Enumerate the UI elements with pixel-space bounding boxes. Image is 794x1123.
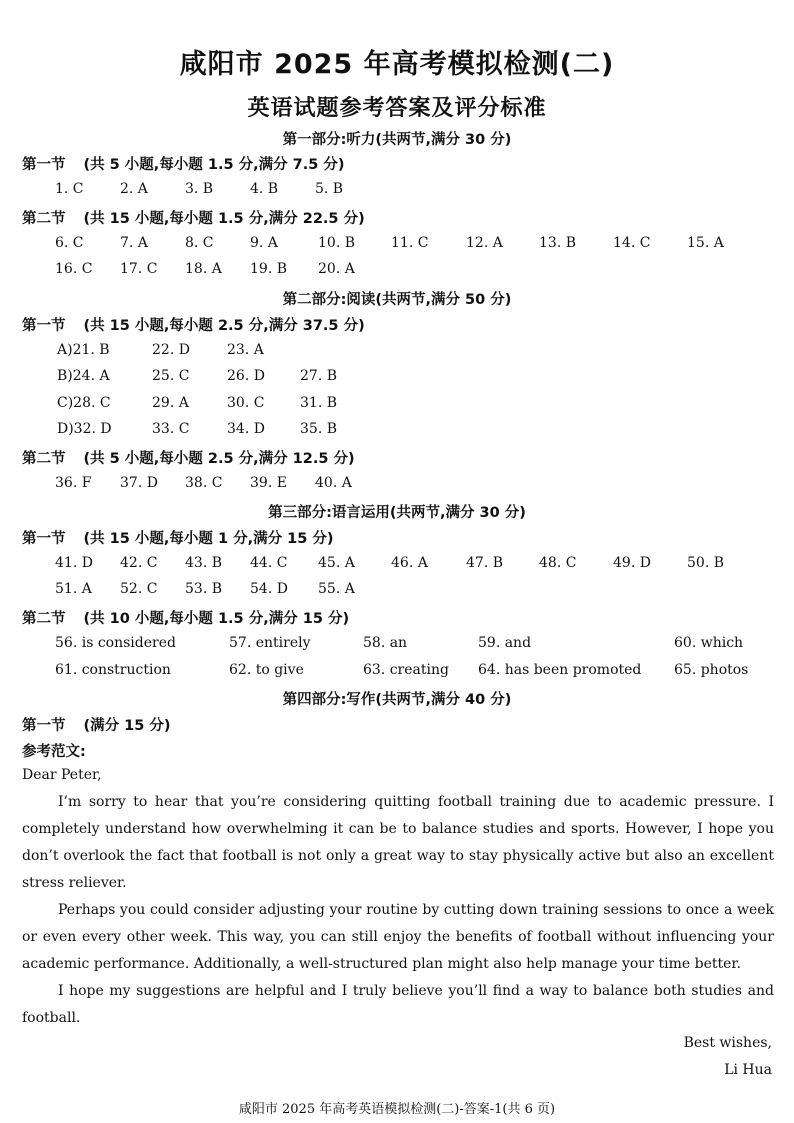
section-desc: (共 15 小题,每小题 2.5 分,满分 37.5 分): [83, 318, 365, 334]
answer-item: 9. A: [250, 235, 278, 251]
answer-row: [0, 181, 794, 201]
sample-essay-label: 参考范文:: [22, 744, 86, 760]
answer-item: 51. A: [55, 581, 92, 597]
answer-item: 56. is considered: [55, 635, 176, 651]
answer-item: 65. photos: [674, 662, 749, 678]
letter-paragraph: I hope my suggestions are helpful and I truly believe you’ll find a way to balance both studies and football.: [22, 983, 774, 1026]
answer-item: 10. B: [318, 235, 356, 251]
answer-item: 5. B: [315, 181, 344, 197]
answer-row: [0, 261, 794, 281]
answer-item: 46. A: [391, 555, 428, 571]
part-heading-reading: 第二部分:阅读(共两节,满分 50 分): [282, 292, 512, 308]
section-label: 第一节: [22, 157, 66, 173]
answer-row: [0, 368, 794, 388]
answer-item: 29. A: [152, 395, 189, 411]
part-heading-listening: 第一部分:听力(共两节,满分 30 分): [282, 132, 512, 148]
answer-item: 8. C: [185, 235, 214, 251]
answer-item: 12. A: [466, 235, 503, 251]
section-label: 第二节: [22, 451, 66, 467]
document-title: 咸阳市 2025 年高考模拟检测(二): [179, 49, 615, 80]
letter-paragraph: I’m sorry to hear that you’re considering quitting football training due to academic pressure. I completely understand how overwhelming it can be to balance studies and sports. However, I hope you don’t overlook the fact that football is not only a great way to stay physically active but also an excellent stress reliever.: [22, 794, 774, 891]
answer-item: 35. B: [300, 421, 338, 437]
answer-item: 33. C: [152, 421, 190, 437]
answer-item: 27. B: [300, 368, 338, 384]
section-heading: [22, 314, 365, 335]
answer-item: 11. C: [391, 235, 429, 251]
answer-item: 22. D: [152, 342, 190, 358]
letter-greeting: Dear Peter,: [22, 767, 102, 783]
answer-item: 19. B: [250, 261, 288, 277]
answer-item: 57. entirely: [229, 635, 311, 651]
document-subtitle: 英语试题参考答案及评分标准: [247, 96, 547, 121]
answer-item: 62. to give: [229, 662, 304, 678]
answer-item: 58. an: [363, 635, 408, 651]
answer-item: 23. A: [227, 342, 264, 358]
answer-item: 50. B: [687, 555, 725, 571]
answer-item: 42. C: [120, 555, 158, 571]
answer-item: 1. C: [55, 181, 84, 197]
section-label: 第一节: [22, 318, 66, 334]
section-desc: (共 15 小题,每小题 1.5 分,满分 22.5 分): [83, 211, 365, 227]
answer-item: 47. B: [466, 555, 504, 571]
answer-item: 31. B: [300, 395, 338, 411]
letter-signature: Li Hua: [724, 1062, 772, 1078]
answer-item: 40. A: [315, 475, 352, 491]
section-label: 第二节: [22, 211, 66, 227]
section-heading: [22, 447, 355, 468]
answer-item: 61. construction: [55, 662, 171, 678]
answer-item: 13. B: [539, 235, 577, 251]
answer-item: 39. E: [250, 475, 287, 491]
answer-item: 63. creating: [363, 662, 449, 678]
answer-item: 37. D: [120, 475, 158, 491]
answer-row: [0, 395, 794, 415]
section-label: 第一节: [22, 718, 66, 734]
answer-item: 4. B: [250, 181, 279, 197]
answer-item: 36. F: [55, 475, 92, 491]
answer-item: 34. D: [227, 421, 265, 437]
answer-row: [0, 635, 794, 655]
answer-item: 25. C: [152, 368, 190, 384]
section-label: 第二节: [22, 611, 66, 627]
answer-item: 48. C: [539, 555, 577, 571]
answer-item: 6. C: [55, 235, 84, 251]
answer-item: 18. A: [185, 261, 222, 277]
answer-row: [0, 235, 794, 255]
answer-item: 54. D: [250, 581, 288, 597]
answer-item: 59. and: [478, 635, 532, 651]
answer-item: 49. D: [613, 555, 651, 571]
answer-item: 17. C: [120, 261, 158, 277]
section-desc: (共 10 小题,每小题 1.5 分,满分 15 分): [83, 611, 350, 627]
answer-item: 3. B: [185, 181, 214, 197]
answer-item: 44. C: [250, 555, 288, 571]
page-footer: 咸阳市 2025 年高考英语模拟检测(二)-答案-1(共 6 页): [238, 1102, 556, 1117]
part-heading-writing: 第四部分:写作(共两节,满分 40 分): [282, 692, 512, 708]
answer-item: C)28. C: [57, 395, 111, 411]
answer-item: 64. has been promoted: [478, 662, 642, 678]
answer-item: A)21. B: [57, 342, 110, 358]
section-desc: (满分 15 分): [83, 718, 171, 734]
answer-item: B)24. A: [57, 368, 110, 384]
answer-item: 43. B: [185, 555, 223, 571]
section-heading: [22, 153, 345, 174]
answer-item: D)32. D: [57, 421, 112, 437]
answer-item: 2. A: [120, 181, 148, 197]
answer-item: 52. C: [120, 581, 158, 597]
section-heading: [22, 714, 171, 735]
answer-item: 16. C: [55, 261, 93, 277]
answer-row: [0, 581, 794, 601]
answer-item: 45. A: [318, 555, 355, 571]
section-heading: [22, 527, 334, 548]
section-desc: (共 15 小题,每小题 1 分,满分 15 分): [83, 531, 334, 547]
answer-item: 30. C: [227, 395, 265, 411]
answer-item: 20. A: [318, 261, 355, 277]
answer-item: 53. B: [185, 581, 223, 597]
answer-item: 60. which: [674, 635, 744, 651]
section-desc: (共 5 小题,每小题 2.5 分,满分 12.5 分): [83, 451, 355, 467]
answer-item: 15. A: [687, 235, 724, 251]
section-desc: (共 5 小题,每小题 1.5 分,满分 7.5 分): [83, 157, 345, 173]
part-heading-language-use: 第三部分:语言运用(共两节,满分 30 分): [268, 505, 526, 521]
answer-item: 7. A: [120, 235, 148, 251]
answer-row: [0, 475, 794, 495]
answer-item: 14. C: [613, 235, 651, 251]
answer-item: 55. A: [318, 581, 355, 597]
answer-row: [0, 555, 794, 575]
letter-body: [22, 789, 774, 1032]
section-heading: [22, 607, 349, 628]
answer-item: 26. D: [227, 368, 265, 384]
answer-item: 41. D: [55, 555, 93, 571]
answer-row: [0, 342, 794, 362]
answer-row: [0, 421, 794, 441]
answer-row: [0, 662, 794, 682]
section-label: 第一节: [22, 531, 66, 547]
answer-item: 38. C: [185, 475, 223, 491]
letter-closing: Best wishes,: [683, 1035, 772, 1051]
letter-paragraph: Perhaps you could consider adjusting your routine by cutting down training sessions to once a week or even every other week. This way, you can still enjoy the benefits of football without influencing your academic performance. Additionally, a well-structured plan might also help manage your time better.: [22, 902, 774, 972]
section-heading: [22, 207, 365, 228]
